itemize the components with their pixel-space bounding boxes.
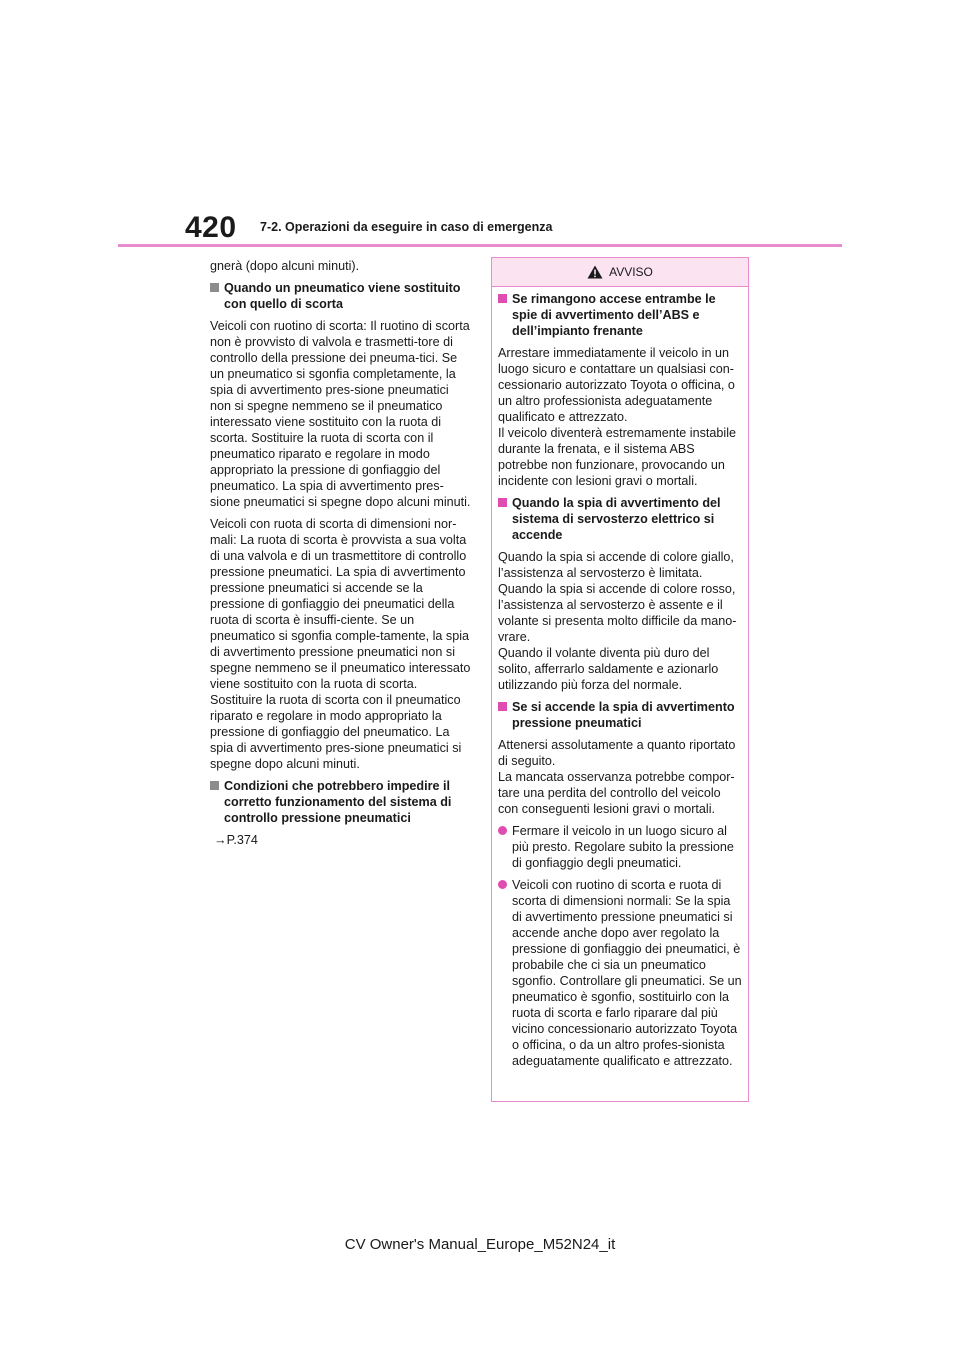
warning-bullet-check-tires xyxy=(498,877,742,1069)
square-bullet-icon xyxy=(498,498,507,507)
footer-document-id: CV Owner's Manual_Europe_M52N24_it xyxy=(344,1236,616,1253)
warning-box xyxy=(491,257,749,1102)
left-column xyxy=(210,258,472,854)
header-rule xyxy=(118,244,842,247)
square-bullet-icon xyxy=(210,283,219,292)
circle-bullet-icon xyxy=(498,826,507,835)
paragraph-compact-spare: Veicoli con ruotino di scorta: Il ruotino di scorta non è provvisto di valvola e trasmetti-tore di controllo della pressione dei pneuma-tici. Se un pneumatico si sgonfia completamente, la spia di avvertimento pres-sione pneumatici non si spegne nemmeno se il pneumatico interessato viene sostituito con la ruota di scorta. Sostituire la ruota di scorta con il pneumatico riparato e regolare in modo appropriato la pressione di gonfiaggio del pneumatico. La spia di avvertimento pres-sione pneumatici si spegne dopo alcuni minuti. xyxy=(210,319,471,509)
square-bullet-icon xyxy=(498,702,507,711)
heading-text: Se rimangono accese entrambe le spie di avvertimento dell’ABS e dell’impianto frenante xyxy=(512,292,716,338)
heading-text: Quando la spia di avvertimento del sistema di servosterzo elettrico si accende xyxy=(512,496,721,542)
bullet-text: Veicoli con ruotino di scorta e ruota di scorta di dimensioni normali: Se la spia di avvertimento pressione pneumatici si accende anche dopo aver regolato la pressione di gonfiaggio dei pneumatici, è probabile che ci sia un pneumatico sgonfio. Controllare gli pneumatici. Se un pneumatico è sgonfio, sostituirlo con la ruota di scorta e farlo riparare dal più vicino concessionario autorizzato Toyota o officina, o da un altro profes-sionista adeguatamente qualificato e attrezzato. xyxy=(512,878,742,1068)
heading-text: Condizioni che potrebbero impedire il corretto funzionamento del sistema di controllo pressione pneumatici xyxy=(224,779,452,825)
warning-title: AVVISO xyxy=(609,265,653,279)
page-reference-link[interactable]: →P.374 xyxy=(214,833,258,847)
heading-text: Se si accende la spia di avvertimento pressione pneumatici xyxy=(512,700,735,730)
warning-paragraph-abs: Arrestare immediatamente il veicolo in un luogo sicuro e contattare un qualsiasi con-cessionario autorizzato Toyota o officina, o un altro professionista adeguatamente qualificato e attrezzato. Il veicolo diventerà estremamente instabile durante la frenata, e il sistema ABS potrebbe non funzionare, provocando un incidente con lesioni gravi o mortali. xyxy=(498,346,737,488)
warning-body xyxy=(492,287,748,1069)
heading-text: Quando un pneumatico viene sostituito con quello di scorta xyxy=(224,281,461,311)
warning-triangle-icon xyxy=(587,265,603,279)
warning-paragraph-steering: Quando la spia si accende di colore giallo, l’assistenza al servosterzo è limitata. Quando la spia si accende di colore rosso, l’assistenza al servosterzo è assente e il volante si presenta molto difficile da mano-vrare. Quando il volante diventa più duro del solito, afferrarlo saldamente e azionarlo utilizzando più forza del normale. xyxy=(498,550,737,692)
page-number: 420 xyxy=(185,211,237,244)
circle-bullet-icon xyxy=(498,880,507,889)
warning-heading-steering xyxy=(498,495,742,543)
heading-conditions xyxy=(210,778,472,826)
paragraph-full-size-spare: Veicoli con ruota di scorta di dimensioni nor-mali: La ruota di scorta è provvista a sua volta di una valvola e di un trasmettitore di controllo pressione pneumatici. La spia di avvertimento pressione pneumatici si accende se la pressione di gonfiaggio dei pneumatici della ruota di scorta è insuffi-ciente. Se un pneumatico si sgonfia comple-tamente, la spia di avvertimento pressione pneumatici non si spegne nemmeno se il pneumatico interessato viene sostituito con la ruota di scorta. Sostituire la ruota di scorta con il pneumatico riparato e regolare in modo appropriato la pressione di gonfiaggio del pneumatico. La spia di avvertimento pres-sione pneumatici si spegne dopo alcuni minuti. xyxy=(210,517,471,771)
bullet-text: Fermare il veicolo in un luogo sicuro al più presto. Regolare subito la pressione di gonfiaggio degli pneumatici. xyxy=(512,824,734,870)
warning-header xyxy=(492,258,748,287)
heading-spare-tire xyxy=(210,280,472,312)
section-title: 7-2. Operazioni da eseguire in caso di emergenza xyxy=(260,220,553,234)
paragraph-continuation: gnerà (dopo alcuni minuti). xyxy=(210,259,360,273)
warning-heading-abs xyxy=(498,291,742,339)
warning-bullet-stop-vehicle xyxy=(498,823,742,871)
square-bullet-icon xyxy=(498,294,507,303)
square-bullet-icon xyxy=(210,781,219,790)
warning-paragraph-tire-pressure: Attenersi assolutamente a quanto riportato di seguito. La mancata osservanza potrebbe compor-tare una perdita del controllo del veicolo con conseguenti lesioni gravi o mortali. xyxy=(498,738,736,816)
warning-heading-tire-pressure xyxy=(498,699,742,731)
